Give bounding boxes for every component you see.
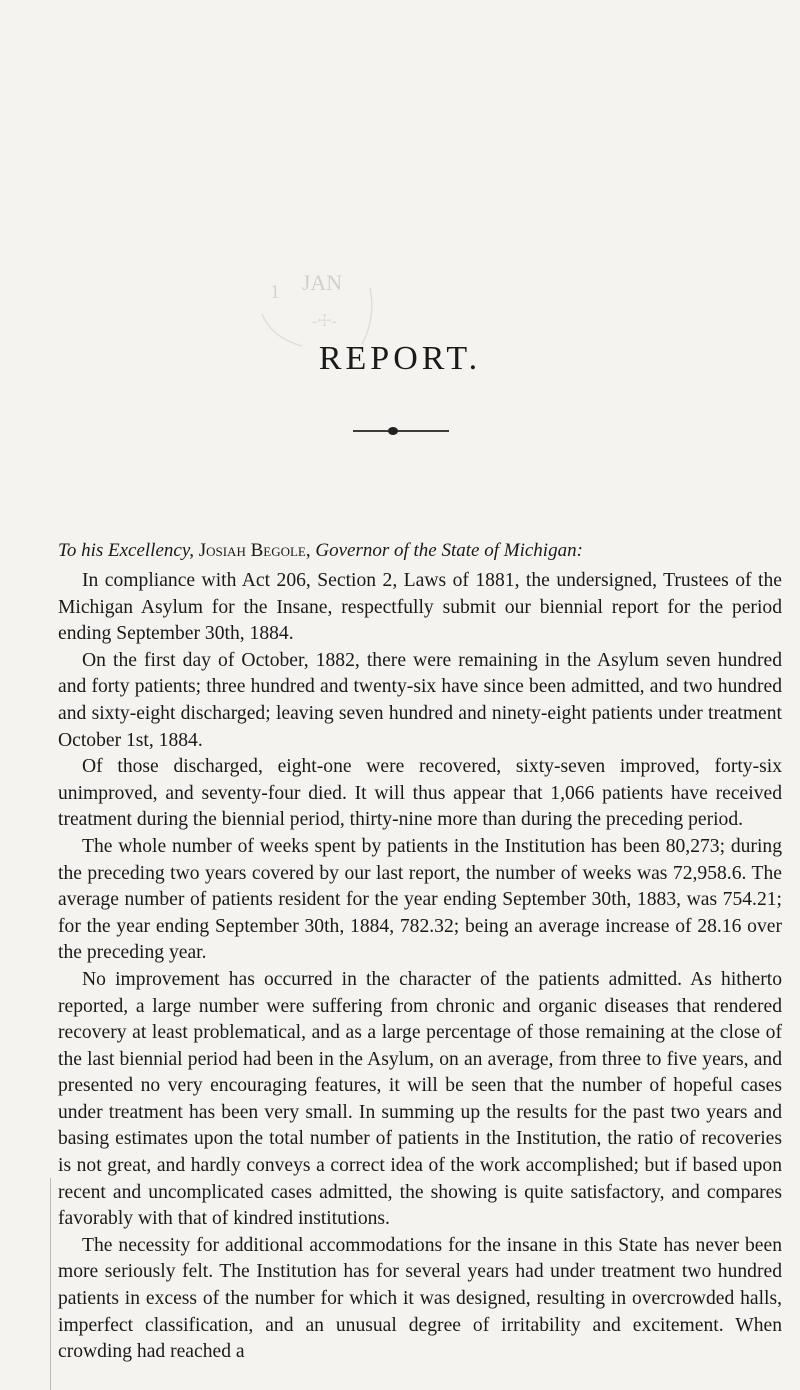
paragraph: On the first day of October, 1882, there were remaining in the Asylum seven hundred and forty patients; three hundred and twenty-six have since been admitted, and two hundred and sixty-eight discharged; leaving seven hundred and ninety-eight patients under treatment October 1st, 1884. [58,649,782,751]
ornamental-rule [353,426,449,436]
page-edge-line [50,1178,51,1390]
salutation-prefix: To his Excellency, [58,540,194,561]
paragraph: In compliance with Act 206, Section 2, Laws of 1881, the undersigned, Trustees of the Michigan Asylum for the Insane, respectfully submit our biennial report for the period ending September 30th, 1884. [58,570,782,645]
paragraph: The necessity for additional accommodations for the insane in this State has never been more seriously felt. The Institution has for several years had under treatment two hundred patients in excess of the number for which it was designed, resulting in overcrowded halls, imperfect classification, and an unusual degree of irritability and excitement. When crowding had reached a [58,1234,782,1363]
report-body [58,568,782,1366]
paragraph: Of those discharged, eight-one were recovered, sixty-seven improved, forty-six unimproved, and seventy-four died. It will thus appear that 1,066 patients have received treatment during the biennial period, thirty-nine more than during the preceding period. [58,756,782,831]
addressee-name: Josiah Begole, [198,540,311,561]
paragraph: No improvement has occurred in the character of the patients admitted. As hitherto reported, a large number were suffering from chronic and organic diseases that rendered recovery at least problematical, and as a large percentage of those remaining at the close of the last biennial period had been in the Asylum, on an average, from three to five years, and presented no very encouraging features, it will be seen that the number of hopeful cases under treatment has been very small. In summing up the results for the past two years and basing estimates upon the total number of patients in the Institution, the ratio of recoveries is not great, and hardly conveys a correct idea of the work accomplished; but if based upon recent and uncomplicated cases admitted, the showing is quite satisfactory, and compares favorably with that of kindred institutions. [58,968,782,1230]
paragraph: The whole number of weeks spent by patients in the Institution has been 80,273; during the preceding two years covered by our last report, the number of weeks was 72,958.6. The average number of patients resident for the year ending September 30th, 1883, was 754.21; for the year ending September 30th, 1884, 782.32; being an average increase of 28.16 over the preceding year. [58,835,782,964]
salutation [58,540,778,562]
svg-text:JAN: JAN [301,270,343,295]
report-title: REPORT. [318,340,482,377]
salutation-suffix: Governor of the State of Michigan: [315,540,583,561]
svg-text:1: 1 [270,281,280,303]
svg-text:-☩-: -☩- [312,313,337,330]
